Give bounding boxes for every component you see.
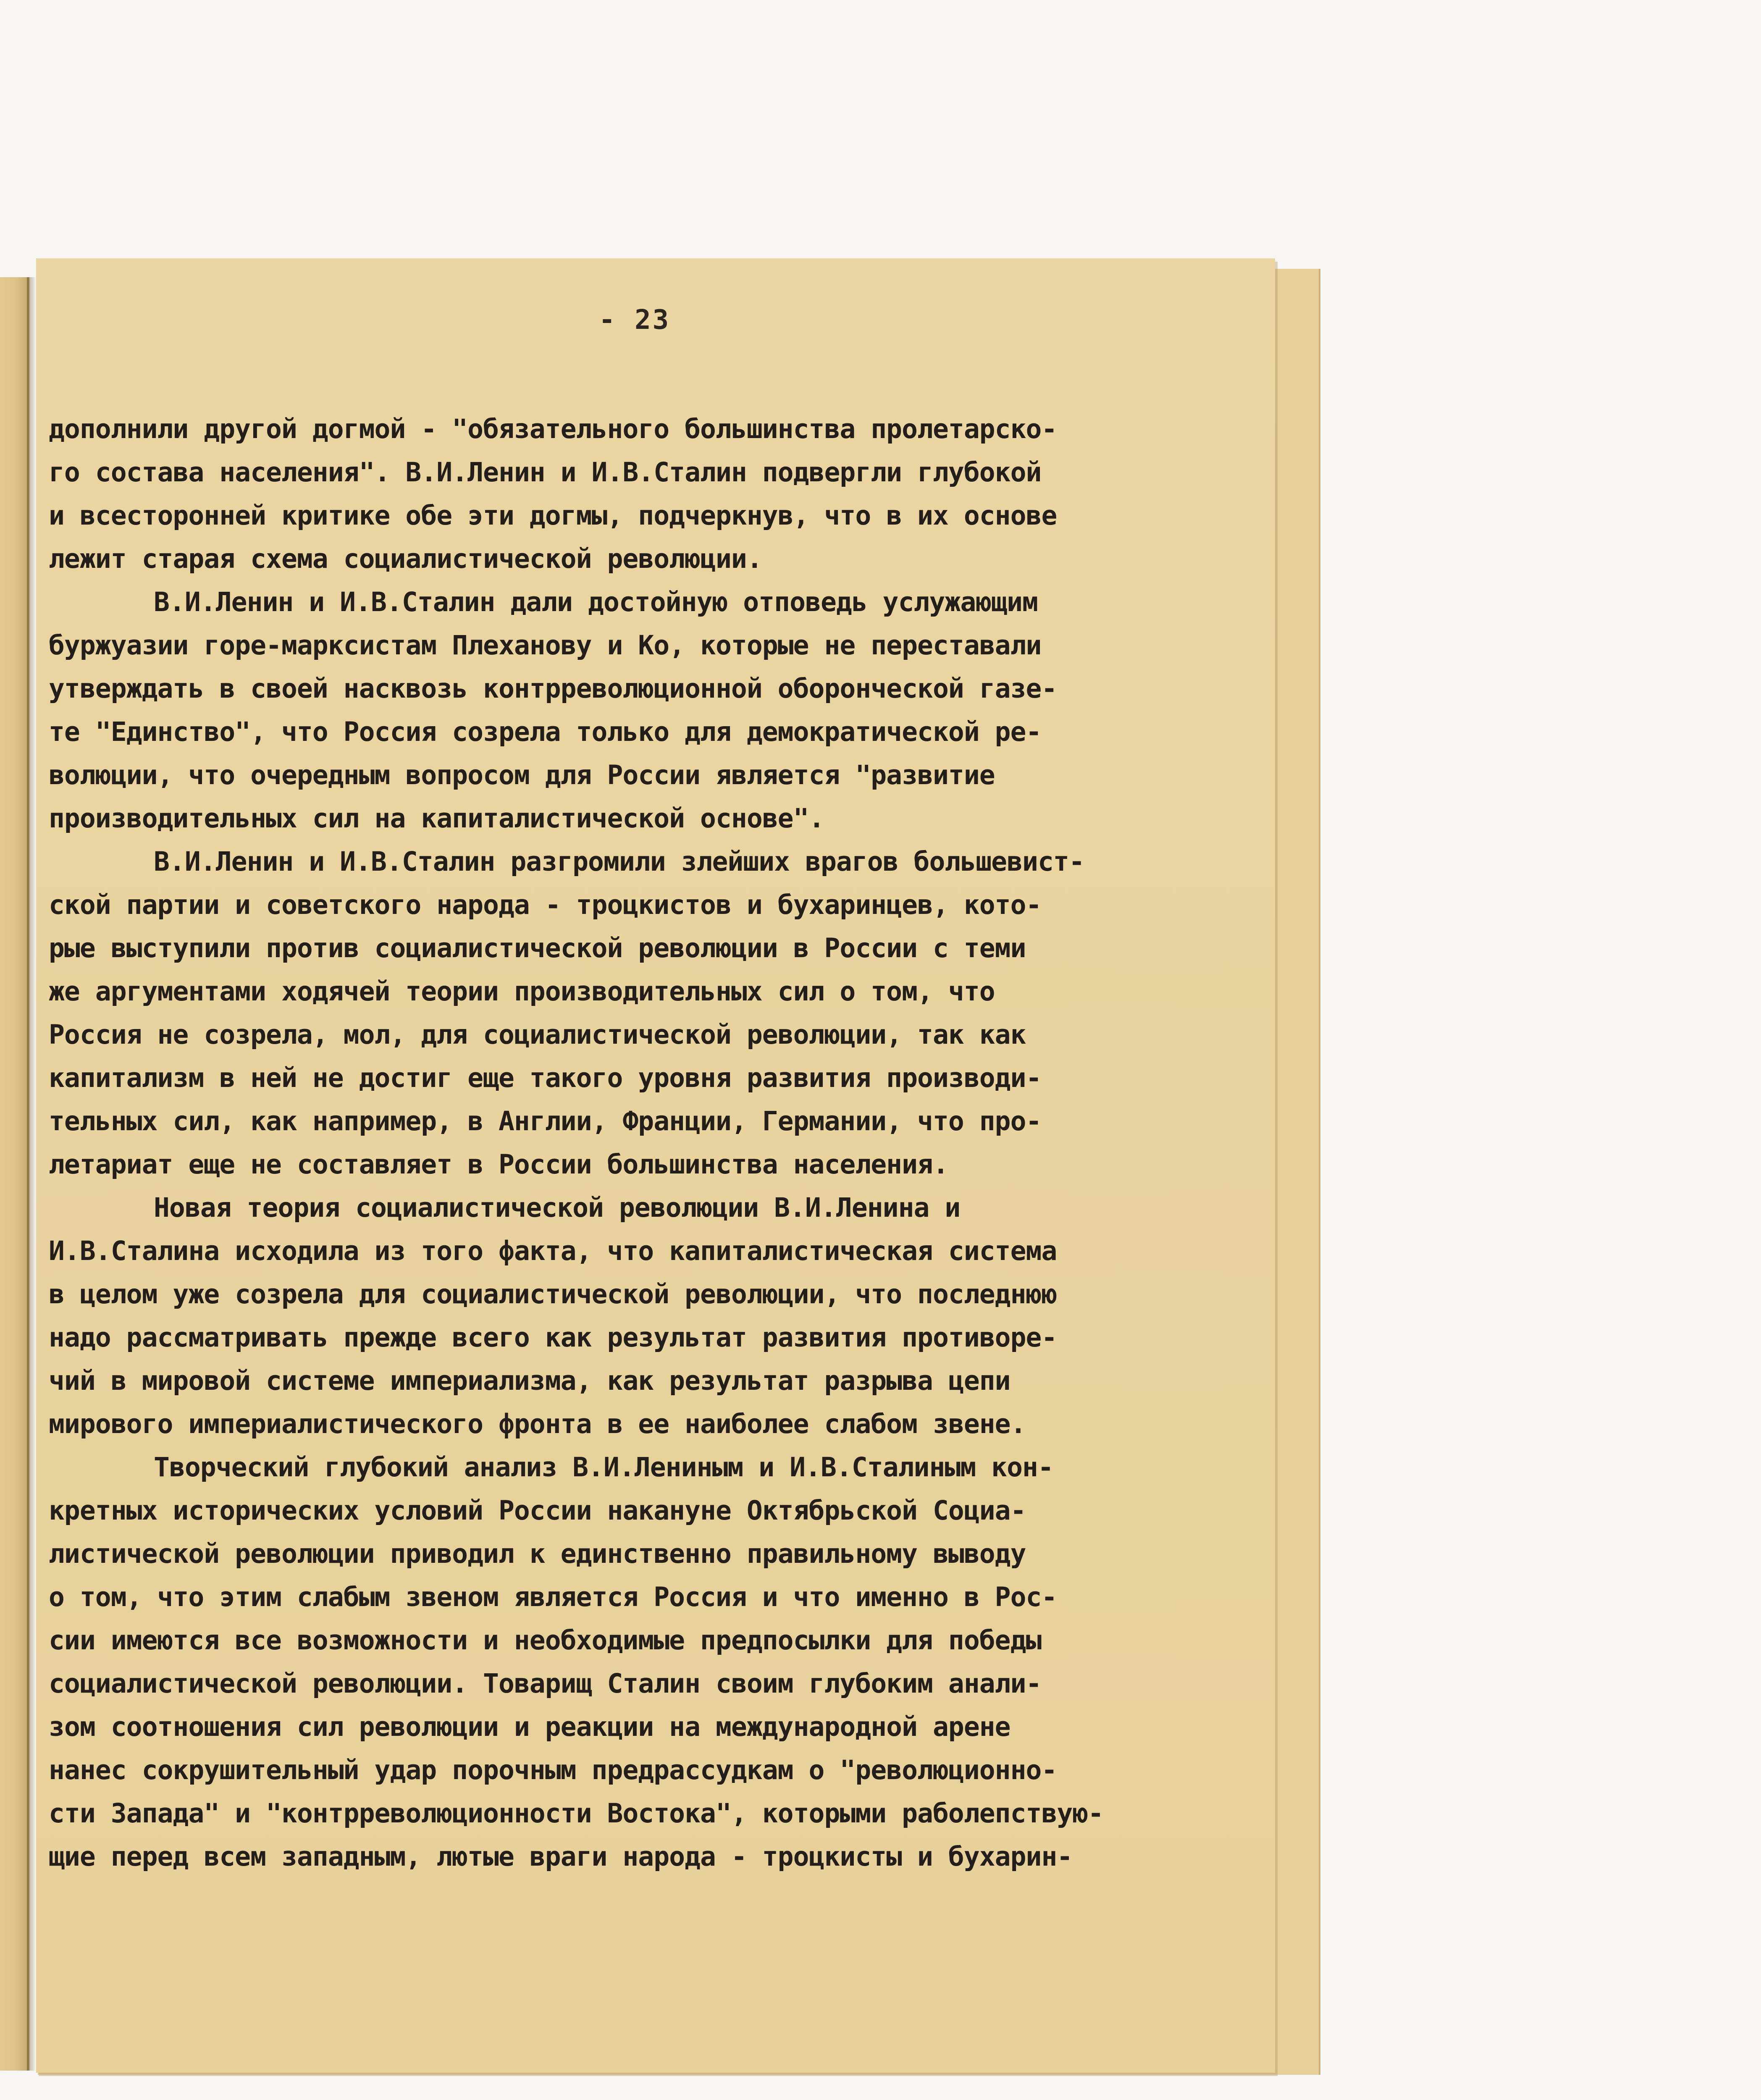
text-line: те "Единство", что Россия созрела только для демократической ре-	[49, 717, 1042, 747]
text-line: буржуазии горе-марксистам Плеханову и Ко, которые не переставали	[49, 630, 1042, 661]
text-line: зом соотношения сил революции и реакции на международной арене	[49, 1712, 1010, 1742]
text-line: Новая теория социалистической революции В.И.Ленина и	[154, 1192, 961, 1223]
text-line: социалистической революции. Товарищ Сталин своим глубоким анали-	[49, 1668, 1042, 1699]
page-number: - 23	[599, 304, 671, 336]
document-page	[36, 258, 1275, 2073]
text-line: лежит старая схема социалистической революции.	[49, 543, 762, 574]
text-line: волюции, что очередным вопросом для России является "развитие	[49, 760, 995, 790]
text-line: листической революции приводил к единственно правильному выводу	[49, 1538, 1026, 1569]
text-line: сти Запада" и "контрреволюционности Востока", которыми раболепствую-	[49, 1798, 1104, 1829]
text-line: утверждать в своей насквозь контрреволюционной оборончеcкой газе-	[49, 673, 1057, 704]
text-line: ской партии и советского народа - троцкистов и бухаринцев, кото-	[49, 890, 1042, 920]
text-line: производительных сил на капиталистической основе".	[49, 803, 824, 834]
text-line: И.В.Сталина исходила из того факта, что капиталистическая система	[49, 1236, 1057, 1266]
book-gutter-shadow	[27, 277, 36, 2071]
text-line: кретных исторических условий России накануне Октябрьской Социа-	[49, 1495, 1026, 1526]
text-line: в целом уже созрела для социалистической революции, что последнюю	[49, 1279, 1057, 1310]
text-line: В.И.Ленин и И.В.Сталин дали достойную отповедь услужающим	[154, 587, 1038, 617]
text-line: В.И.Ленин и И.В.Сталин разгромили злейших врагов большевист-	[154, 846, 1084, 877]
text-line: и всесторонней критике обе эти догмы, подчеркнув, что в их основе	[49, 500, 1057, 531]
text-line: рые выступили против социалистической революции в России с теми	[49, 933, 1026, 963]
text-line: надо рассматривать прежде всего как результат развития противоре-	[49, 1322, 1057, 1353]
text-line: Творческий глубокий анализ В.И.Лениным и И.В.Сталиным кон-	[154, 1452, 1053, 1483]
text-line: щие перед всем западным, лютые враги народа - троцкисты и бухарин-	[49, 1841, 1073, 1872]
body-text	[49, 407, 1225, 1878]
text-line: капитализм в ней не достиг еще такого уровня развития производи-	[49, 1063, 1042, 1093]
text-line: о том, что этим слабым звеном является Россия и что именно в Рос-	[49, 1582, 1057, 1612]
text-line: же аргументами ходячей теории производительных сил о том, что	[49, 976, 995, 1007]
text-line: сии имеются все возможности и необходимые предпосылки для победы	[49, 1625, 1042, 1656]
text-line: мирового империалистического фронта в ее наиболее слабом звене.	[49, 1409, 1026, 1439]
text-line: го состава населения". В.И.Ленин и И.В.Сталин подвергли глубокой	[49, 457, 1042, 488]
text-line: нанес сокрушительный удар порочным предрассудкам о "революционно-	[49, 1755, 1057, 1785]
text-line: летариат еще не составляет в России большинства населения.	[49, 1149, 948, 1180]
text-line: тельных сил, как например, в Англии, Франции, Германии, что про-	[49, 1106, 1042, 1137]
left-page-edge	[0, 277, 29, 2071]
text-line: дополнили другой догмой - "обязательного большинства пролетарско-	[49, 414, 1057, 444]
text-line: чий в мировой системе империализма, как результат разрыва цепи	[49, 1365, 1010, 1396]
text-line: Россия не созрела, мол, для социалистической революции, так как	[49, 1019, 1026, 1050]
